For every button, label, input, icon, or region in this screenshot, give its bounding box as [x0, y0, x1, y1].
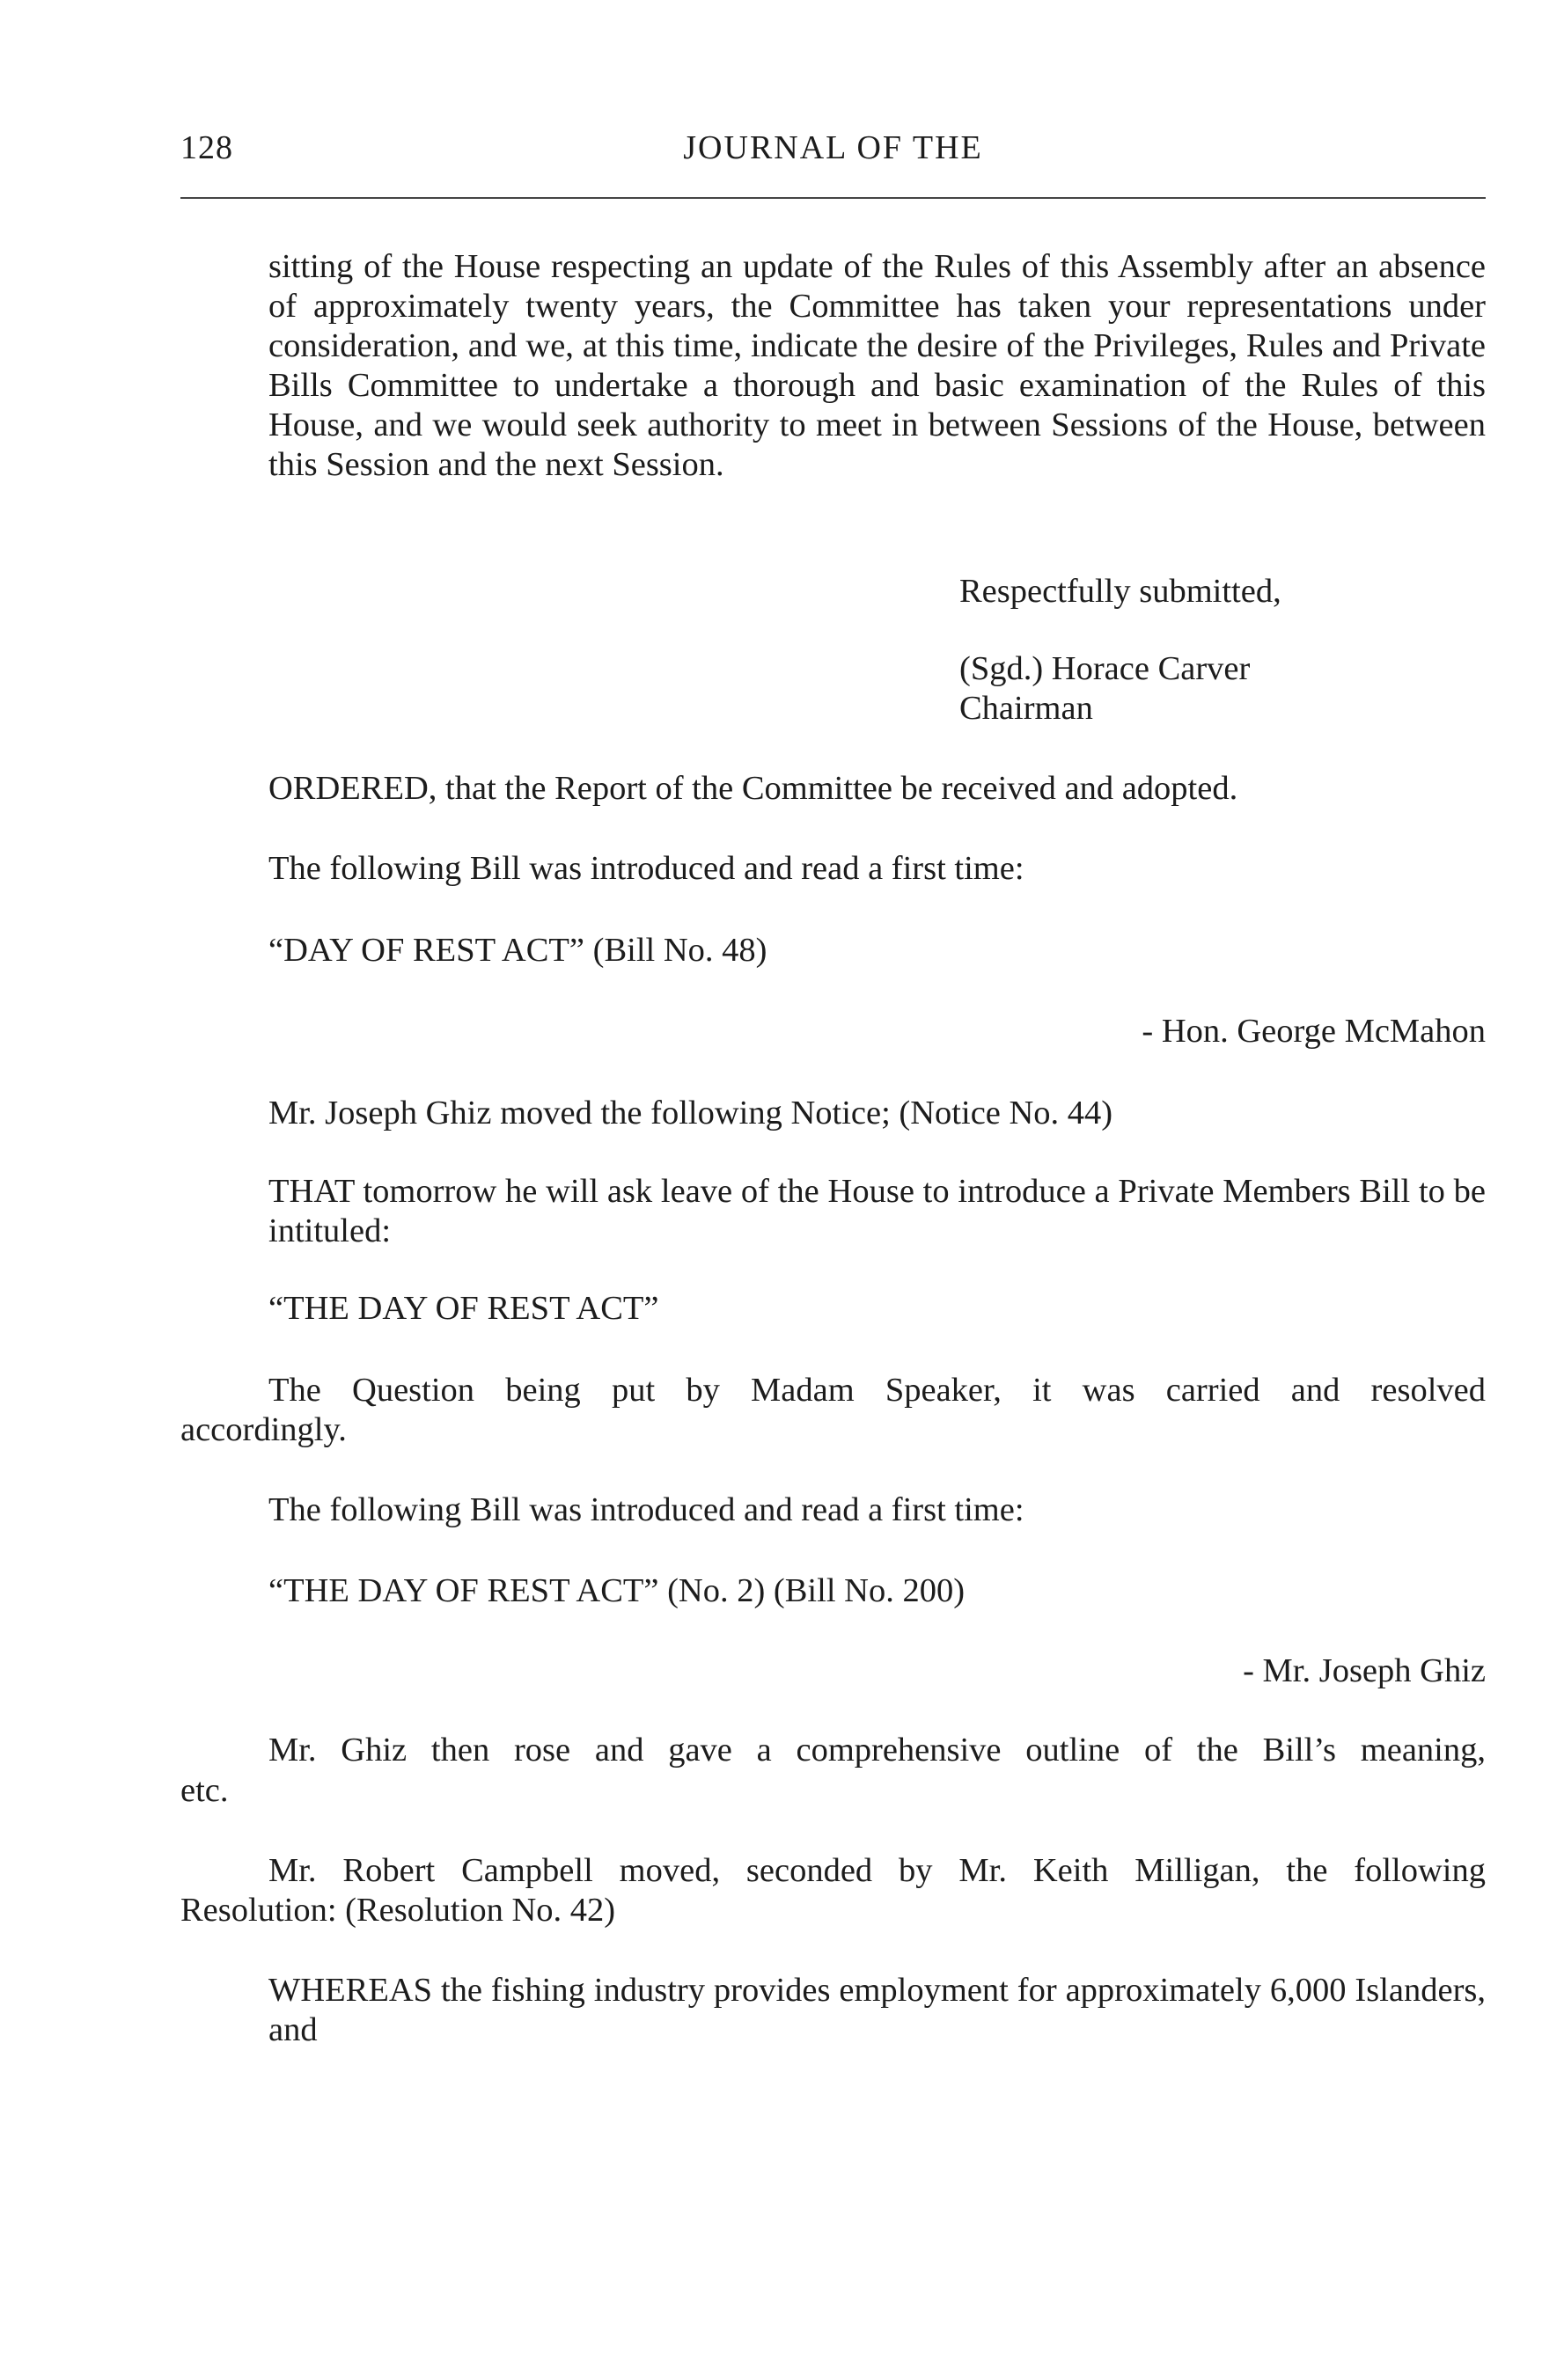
notice-intro: Mr. Joseph Ghiz moved the following Notice; (Notice No. 44) [268, 1095, 1113, 1131]
question-line-1: The Question being put by Madam Speaker, it was carried and resolved [268, 1372, 1486, 1409]
signature-title: Chairman [959, 690, 1093, 727]
bill-title-2: “THE DAY OF REST ACT” (No. 2) (Bill No. 200) [268, 1572, 966, 1609]
bill-intro-2: The following Bill was introduced and read a first time: [268, 1491, 1024, 1528]
header-rule [180, 197, 1486, 199]
whereas-clause: WHEREAS the fishing industry provides employment for approximately 6,000 Islanders, and [268, 1972, 1486, 2048]
resolution-line-1: Mr. Robert Campbell moved, seconded by Mr. Keith Milligan, the following [268, 1852, 1486, 1889]
closing-line: Respectfully submitted, [959, 573, 1281, 610]
committee-report-paragraph: sitting of the House respecting an update of the Rules of this Assembly after an absence of approximately twenty years, the Committee has taken your representations under consideration, and we, at this time, indicate the desire of the Privileges, Rules and Private Bills Committee to undertake a thorough and basic examination of the Rules of this House, and we would seek authority to meet in between Sessions of the House, between this Session and the next Session. [268, 248, 1486, 483]
signature-name: (Sgd.) Horace Carver [959, 650, 1251, 687]
resolution-line-2: Resolution: (Resolution No. 42) [180, 1892, 616, 1929]
ordered-line: ORDERED, that the Report of the Committee be received and adopted. [268, 770, 1238, 807]
ghiz-outline-line-2: etc. [180, 1772, 229, 1809]
bill-intro-1: The following Bill was introduced and read a first time: [268, 850, 1024, 887]
running-title: JOURNAL OF THE [683, 129, 983, 166]
notice-bill-title: “THE DAY OF REST ACT” [268, 1290, 659, 1327]
bill-title-1: “DAY OF REST ACT” (Bill No. 48) [268, 932, 767, 969]
page-number: 128 [180, 129, 233, 166]
bill-sponsor-2: - Mr. Joseph Ghiz [1243, 1652, 1486, 1689]
page-header [180, 128, 1486, 181]
bill-sponsor-1: - Hon. George McMahon [1142, 1013, 1486, 1050]
notice-text: THAT tomorrow he will ask leave of the House to introduce a Private Members Bill to be intituled: [268, 1173, 1486, 1249]
question-line-2: accordingly. [180, 1411, 347, 1448]
ghiz-outline-line-1: Mr. Ghiz then rose and gave a comprehensive outline of the Bill’s meaning, [268, 1732, 1486, 1769]
